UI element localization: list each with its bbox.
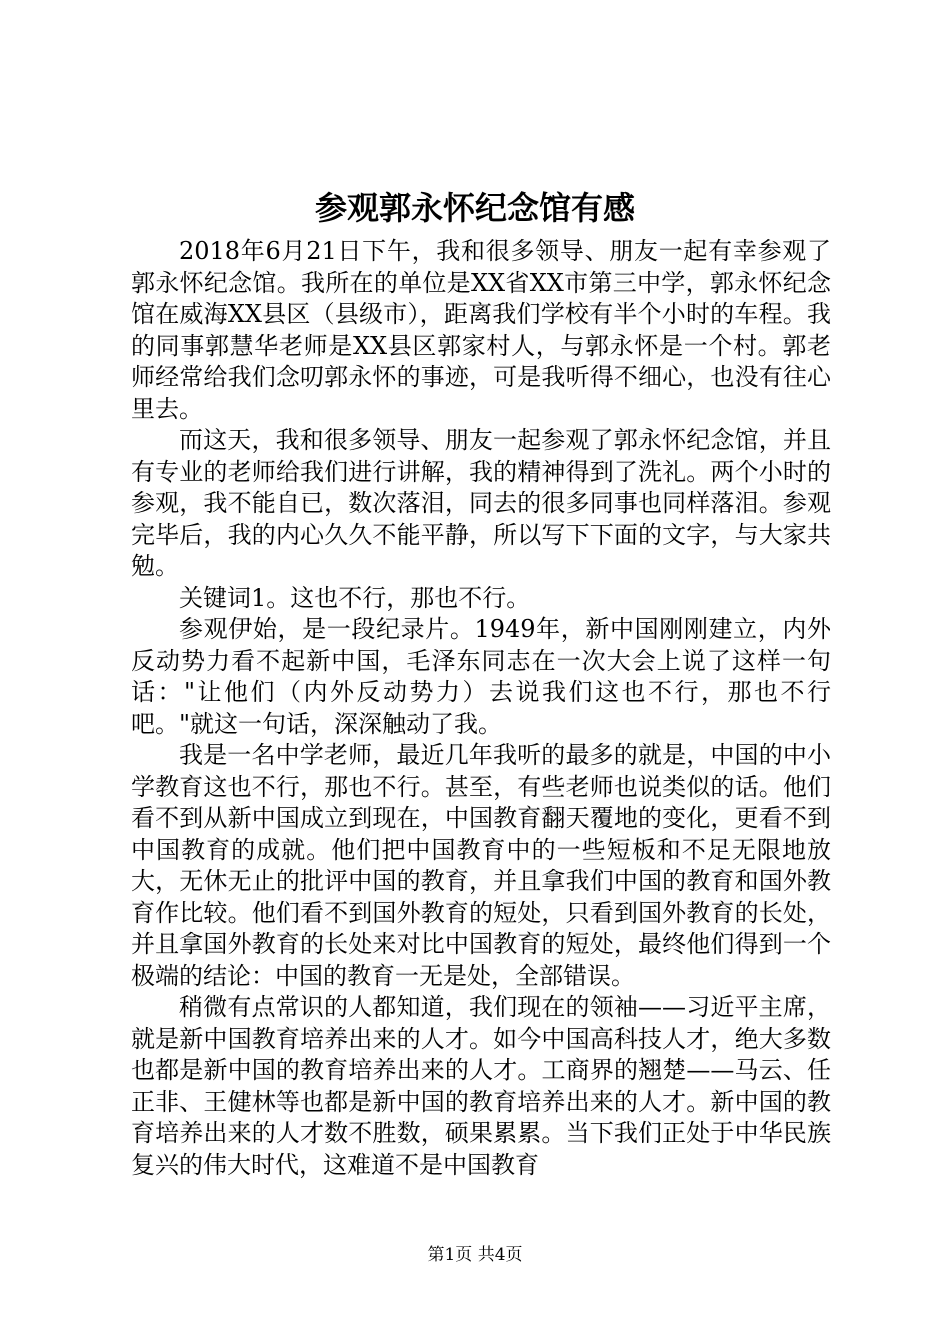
page-footer: 第1页 共4页 (427, 1245, 523, 1265)
document-title: 参观郭永怀纪念馆有感 (314, 189, 635, 227)
document-body (131, 236, 831, 1181)
paragraph-5: 我是一名中学老师，最近几年我听的最多的就是，中国的中小学教育这也不行，那也不行。甚至，有些老师也说类似的话。他们看不到从新中国成立到现在，中国教育翻天覆地的变化，更看不到中国教育的成就。他们把中国教育中的一些短板和不足无限地放大，无休无止的批评中国的教育，并且拿我们中国的教育和国外教育作比较。他们看不到国外教育的短处，只看到国外教育的长处，并且拿国外教育的长处来对比中国教育的短处，最终他们得到一个极端的结论：中国的教育一无是处，全部错误。 (131, 741, 831, 990)
paragraph-1: 2018年6月21日下午，我和很多领导、朋友一起有幸参观了郭永怀纪念馆。我所在的单位是XX省XX市第三中学，郭永怀纪念馆在威海XX县区（县级市），距离我们学校有半个小时的车程。我的同事郭慧华老师是XX县区郭家村人，与郭永怀是一个村。郭老师经常给我们念叨郭永怀的事迹，可是我听得不细心，也没有往心里去。 (131, 237, 831, 423)
paragraph-6: 稍微有点常识的人都知道，我们现在的领袖——习近平主席，就是新中国教育培养出来的人才。如今中国高科技人才，绝大多数也都是新中国的教育培养出来的人才。工商界的翘楚——马云、任正非、王健林等也都是新中国的教育培养出来的人才。新中国的教育培养出来的人才数不胜数，硕果累累。当下我们正处于中华民族复兴的伟大时代，这难道不是中国教育 (131, 993, 831, 1179)
paragraph-3: 关键词1。这也不行，那也不行。 (179, 583, 531, 612)
paragraph-4: 参观伊始，是一段纪录片。1949年，新中国刚刚建立，内外反动势力看不起新中国，毛泽东同志在一次大会上说了这样一句话："让他们（内外反动势力）去说我们这也不行，那也不行吧。"就这一句话，深深触动了我。 (131, 615, 831, 738)
paragraph-2: 而这天，我和很多领导、朋友一起参观了郭永怀纪念馆，并且有专业的老师给我们进行讲解，我的精神得到了洗礼。两个小时的参观，我不能自已，数次落泪，同去的很多同事也同样落泪。参观完毕后，我的内心久久不能平静，所以写下下面的文字，与大家共勉。 (131, 426, 831, 580)
